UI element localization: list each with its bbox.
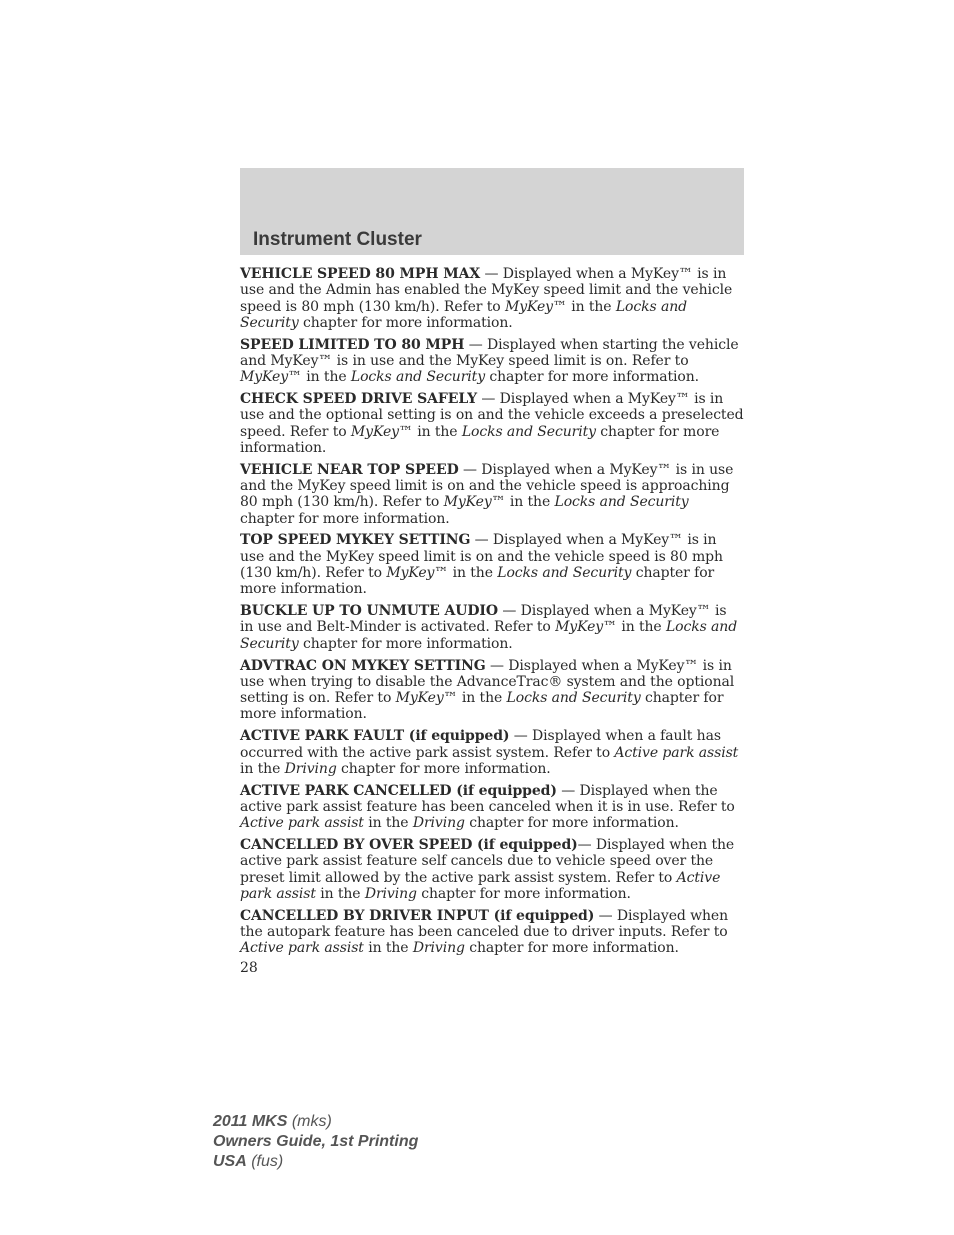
cross-reference: Locks and Security — [350, 369, 486, 386]
message-description: in the — [457, 690, 507, 707]
message-list — [240, 266, 744, 962]
cross-reference: MyKey™ — [350, 423, 413, 440]
cross-reference: Locks and Security — [506, 690, 641, 707]
cross-reference: MyKey™ — [395, 690, 458, 707]
footer-line-1: 2011 MKS (mks) — [213, 1113, 332, 1130]
cross-reference: Locks and Security — [554, 494, 689, 511]
cross-reference: Locks and Security — [240, 298, 687, 331]
message-description: chapter for more information. — [485, 369, 699, 386]
cross-reference: MyKey™ — [240, 369, 302, 386]
message-term: CANCELLED BY OVER SPEED (if equipped) — [240, 837, 578, 853]
cross-reference: MyKey™ — [443, 494, 506, 511]
cross-reference: Locks and Security — [497, 565, 632, 582]
message-entry — [240, 658, 744, 723]
message-description: in the — [240, 760, 285, 777]
section-title: Instrument Cluster — [253, 229, 422, 250]
message-entry — [240, 266, 744, 331]
cross-reference: Locks and Security — [461, 423, 596, 440]
message-entry — [240, 728, 744, 777]
message-term: ADVTRAC ON MYKEY SETTING — [240, 657, 486, 674]
message-term: CHECK SPEED DRIVE SAFELY — [240, 391, 478, 408]
message-term: VEHICLE SPEED 80 MPH MAX — [240, 266, 481, 282]
message-description: — Displayed when a MyKey™ is in use and the Admin has enabled the MyKey speed limit and the vehicle speed is 80 mph (130 km/h). Refer to — [240, 266, 733, 315]
message-description: in the — [448, 565, 498, 582]
message-term: SPEED LIMITED TO 80 MPH — [240, 336, 465, 353]
message-description: chapter for more information. — [298, 635, 513, 652]
message-description: in the — [363, 815, 413, 832]
cross-reference: Active park assist — [240, 815, 364, 832]
cross-reference: Driving — [412, 815, 465, 832]
cross-reference: Driving — [412, 940, 465, 957]
message-entry — [240, 337, 744, 386]
message-description: — Displayed when a MyKey™ is in use and Belt-Minder is activated. Refer to — [240, 603, 727, 636]
message-description: — Displayed when the autopark feature has been canceled due to driver inputs. Refer to — [240, 907, 729, 940]
message-description: chapter for more information. — [416, 885, 631, 902]
cross-reference: Locks and Security — [240, 619, 738, 652]
message-description: — Displayed when a fault has occurred with the active park assist system. Refer to — [240, 728, 721, 761]
message-description: in the — [363, 940, 413, 957]
message-description: — Displayed when starting the vehicle and MyKey™ is in use and the MyKey speed limit is on. Refer to — [240, 336, 739, 369]
message-description: chapter for more information. — [240, 423, 720, 456]
message-term: ACTIVE PARK FAULT (if equipped) — [240, 728, 510, 745]
message-description: in the — [505, 494, 555, 511]
message-term: TOP SPEED MYKEY SETTING — [240, 532, 471, 549]
message-entry — [240, 532, 744, 597]
message-description: — Displayed when a MyKey™ is in use and the optional setting is on and the vehicle exceeds a preselected speed. Refer to — [240, 391, 744, 440]
cross-reference: MyKey™ — [504, 298, 567, 315]
message-description: chapter for more information. — [298, 314, 513, 331]
message-description: chapter for more information. — [336, 760, 551, 777]
message-entry — [240, 603, 744, 652]
message-description: in the — [566, 298, 616, 315]
message-term: CANCELLED BY DRIVER INPUT (if equipped) — [240, 907, 595, 924]
cross-reference: Driving — [284, 760, 337, 777]
message-description: in the — [412, 423, 462, 440]
message-description: — Displayed when the active park assist feature self cancels due to vehicle speed over the preset limit allowed by the active park assist system. Refer to — [240, 837, 735, 886]
message-entry — [240, 908, 744, 957]
cross-reference: Active park assist — [240, 940, 364, 957]
message-description: — Displayed when the active park assist feature has been canceled when it is in use. Refer to — [240, 782, 735, 815]
message-description: — Displayed when a MyKey™ is in use and the MyKey speed limit is on and the vehicle speed is approaching 80 mph (130 km/h). Refer to — [240, 461, 734, 511]
message-term: BUCKLE UP TO UNMUTE AUDIO — [240, 603, 498, 620]
message-description: in the — [315, 885, 365, 902]
footer-line-2: Owners Guide, 1st Printing — [213, 1133, 419, 1150]
message-description: chapter for more information. — [240, 690, 724, 723]
message-description: in the — [301, 369, 351, 386]
message-description: chapter for more information. — [240, 510, 450, 527]
message-term: VEHICLE NEAR TOP SPEED — [240, 461, 459, 478]
message-entry — [240, 837, 744, 902]
message-entry — [240, 462, 744, 527]
message-description: in the — [616, 619, 666, 636]
footer-line-3: USA (fus) — [213, 1153, 284, 1170]
cross-reference: MyKey™ — [386, 565, 449, 582]
message-description: — Displayed when a MyKey™ is in use when trying to disable the AdvanceTrac® system and the optional setting is on. Refer to — [240, 657, 735, 707]
message-description: — Displayed when a MyKey™ is in use and the MyKey speed limit is on and the vehicle speed is 80 mph (130 km/h). Refer to — [240, 532, 723, 582]
message-term: ACTIVE PARK CANCELLED (if equipped) — [240, 782, 557, 799]
message-description: chapter for more information. — [240, 565, 715, 598]
page-number: 28 — [240, 960, 258, 976]
message-description: chapter for more information. — [464, 815, 679, 832]
cross-reference: Driving — [364, 885, 417, 902]
message-entry — [240, 391, 744, 456]
section-header — [240, 168, 744, 255]
cross-reference: MyKey™ — [555, 619, 617, 636]
message-entry — [240, 783, 744, 832]
cross-reference: Active park assist — [614, 744, 739, 761]
message-description: chapter for more information. — [464, 940, 679, 957]
cross-reference: Active park assist — [240, 869, 721, 902]
document-footer — [213, 1112, 418, 1172]
